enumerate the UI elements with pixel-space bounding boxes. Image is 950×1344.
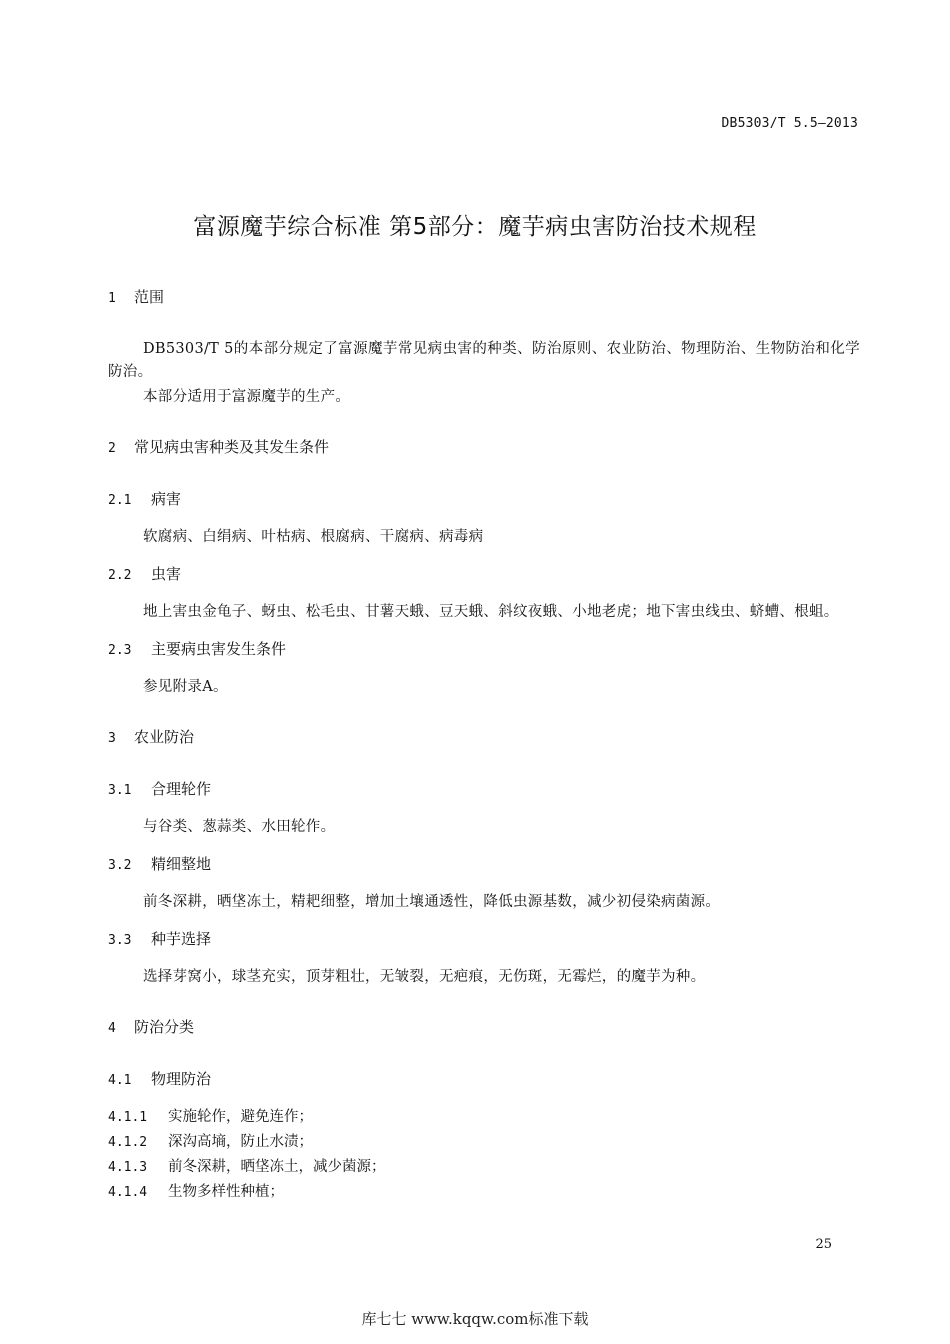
paragraph: 与谷类、葱蒜类、水田轮作。: [143, 819, 336, 835]
paragraph: 选择芽窝小，球茎充实，顶芽粗壮，无皱裂，无疤痕，无伤斑，无霉烂，的魔芋为种。: [143, 969, 706, 985]
clause-number: 4.1.1: [108, 1110, 148, 1125]
subsection-3-1-heading: [108, 777, 860, 803]
paragraph: 软腐病、白绢病、叶枯病、根腐病、干腐病、病毒病: [143, 529, 484, 545]
footer-watermark: 库七七 www.kqqw.com标准下载: [361, 1310, 589, 1328]
subsection-title: 物理防治: [151, 1070, 212, 1088]
document-body: [108, 285, 860, 1205]
clause-text: 前冬深耕，晒垡冻土，减少菌源；: [168, 1159, 386, 1175]
clause-text: 实施轮作，避免连作；: [168, 1109, 313, 1125]
subsection-title: 精细整地: [151, 855, 212, 873]
subsection-title: 病害: [151, 490, 182, 508]
clause-number: 4.1.2: [108, 1135, 148, 1150]
subsection-3-3-heading: [108, 927, 860, 953]
section-1-heading: [108, 285, 860, 311]
subsection-number: 3.1: [108, 783, 132, 798]
list-item: [108, 1180, 860, 1205]
clause-text: 生物多样性种植；: [168, 1184, 284, 1200]
page-number: 25: [815, 1237, 832, 1252]
paragraph: 地上害虫金龟子、蚜虫、松毛虫、甘薯天蛾、豆天蛾、斜纹夜蛾、小地老虎；地下害虫线虫、蛴螬、根蛆。: [143, 604, 839, 620]
section-number: 3: [108, 731, 116, 746]
subsection-title: 主要病虫害发生条件: [151, 640, 287, 658]
section-title: 农业防治: [134, 728, 195, 746]
subsection-2-2-heading: [108, 562, 860, 588]
paragraph: 前冬深耕，晒垡冻土，精耙细整，增加土壤通透性，降低虫源基数，减少初侵染病菌源。: [143, 894, 721, 910]
subsection-number: 2.2: [108, 568, 132, 583]
section-3-heading: [108, 725, 860, 751]
subsection-number: 2.3: [108, 643, 132, 658]
list-item: [108, 1155, 860, 1180]
subsection-number: 3.2: [108, 858, 132, 873]
section-2-heading: [108, 435, 860, 461]
section-title: 常见病虫害种类及其发生条件: [134, 438, 330, 456]
list-item: [108, 1105, 860, 1130]
section-number: 4: [108, 1021, 116, 1036]
section-title: 防治分类: [134, 1018, 195, 1036]
clause-text: 深沟高墒，防止水渍；: [168, 1134, 313, 1150]
section-4-heading: [108, 1015, 860, 1041]
clause-number: 4.1.3: [108, 1160, 148, 1175]
subsection-2-1-heading: [108, 487, 860, 513]
subsection-number: 3.3: [108, 933, 132, 948]
subsection-number: 4.1: [108, 1073, 132, 1088]
section-title: 范围: [134, 288, 165, 306]
subsection-title: 虫害: [151, 565, 182, 583]
standard-code: DB5303/T 5.5—2013: [721, 116, 858, 131]
subsection-2-3-heading: [108, 637, 860, 663]
subsection-4-1-heading: [108, 1067, 860, 1093]
paragraph: 参见附录A。: [143, 679, 228, 695]
subsection-title: 合理轮作: [151, 780, 212, 798]
section-number: 1: [108, 291, 116, 306]
section-number: 2: [108, 441, 116, 456]
paragraph: 本部分适用于富源魔芋的生产。: [143, 389, 351, 405]
document-title: 富源魔芋综合标准 第5部分：魔芋病虫害防治技术规程: [193, 214, 757, 240]
subsection-number: 2.1: [108, 493, 132, 508]
paragraph: DB5303/T 5的本部分规定了富源魔芋常见病虫害的种类、防治原则、农业防治、物理防治、生物防治和化学防治。: [108, 341, 860, 380]
clause-number: 4.1.4: [108, 1185, 148, 1200]
list-item: [108, 1130, 860, 1155]
clause-list: [108, 1105, 860, 1205]
subsection-3-2-heading: [108, 852, 860, 878]
subsection-title: 种芋选择: [151, 930, 212, 948]
